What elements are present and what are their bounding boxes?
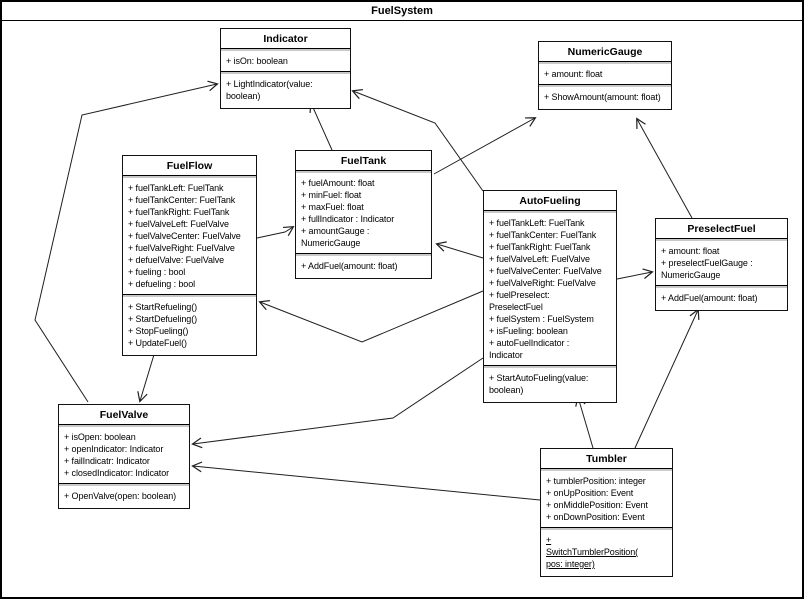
attribute: + fuelValveRight: FuelValve	[128, 243, 235, 253]
class-fuelflow-methods	[123, 295, 256, 355]
class-autofueling-methods	[484, 366, 616, 402]
attribute: + fuelTankLeft: FuelTank	[489, 218, 585, 228]
attribute: + maxFuel: float	[301, 202, 364, 212]
arrow-fueltank-to-indicator[interactable]	[311, 103, 332, 150]
class-tumbler[interactable]	[540, 448, 673, 577]
class-indicator-name: Indicator	[221, 29, 350, 49]
attribute: + fuelValveCenter: FuelValve	[128, 231, 241, 241]
arrow-autofueling-to-fuelflow[interactable]	[260, 291, 483, 342]
class-tumbler-methods	[541, 528, 672, 576]
class-tumbler-attributes	[541, 469, 672, 528]
class-fuelflow-attributes	[123, 176, 256, 295]
arrow-autofueling-to-preselectfuel[interactable]	[617, 272, 652, 279]
attribute: + preselectFuelGauge : NumericGauge	[661, 258, 753, 280]
class-autofueling-name: AutoFueling	[484, 191, 616, 211]
class-fuelvalve-name: FuelValve	[59, 405, 189, 425]
attribute: + amount: float	[661, 246, 720, 256]
attribute: + fullIndicator : Indicator	[301, 214, 395, 224]
class-fuelvalve-methods	[59, 484, 189, 508]
class-preselectfuel-attributes	[656, 239, 787, 286]
attribute: + fuelTankLeft: FuelTank	[128, 183, 224, 193]
attribute: + fuelValveLeft: FuelValve	[489, 254, 590, 264]
arrow-tumbler-to-fuelvalve[interactable]	[193, 466, 540, 500]
class-fueltank-name: FuelTank	[296, 151, 431, 171]
class-preselectfuel-methods	[656, 286, 787, 310]
class-preselectfuel[interactable]	[655, 218, 788, 311]
class-fueltank-attributes	[296, 171, 431, 254]
arrow-tumbler-to-autofueling[interactable]	[578, 397, 593, 448]
arrow-fuelflow-to-fueltank[interactable]	[257, 227, 293, 238]
method: + AddFuel(amount: float)	[301, 261, 398, 271]
attribute: + fuelValveRight: FuelValve	[489, 278, 596, 288]
class-indicator[interactable]	[220, 28, 351, 109]
class-fueltank[interactable]	[295, 150, 432, 279]
class-fuelflow-name: FuelFlow	[123, 156, 256, 176]
method: + StopFueling()	[128, 326, 189, 336]
method: + LightIndicator(value: boolean)	[226, 79, 313, 101]
class-autofueling[interactable]	[483, 190, 617, 403]
attribute: + onUpPosition: Event	[546, 488, 634, 498]
attribute: + fuelTankRight: FuelTank	[489, 242, 591, 252]
attribute: + fuelTankRight: FuelTank	[128, 207, 230, 217]
attribute: + minFuel: float	[301, 190, 362, 200]
class-numericgauge-methods	[539, 85, 671, 109]
attribute: + tumblerPosition: integer	[546, 476, 646, 486]
static-method: + SwitchTumblerPosition(pos: integer)	[546, 535, 638, 569]
attribute: + fuelPreselect: PreselectFuel	[489, 290, 550, 312]
attribute: + fuelValveLeft: FuelValve	[128, 219, 229, 229]
arrow-preselectfuel-to-numericgauge[interactable]	[637, 119, 692, 218]
method: + StartRefueling()	[128, 302, 197, 312]
arrow-fueltank-to-numericgauge[interactable]	[434, 118, 535, 174]
attribute: + fueling : bool	[128, 267, 186, 277]
method: + UpdateFuel()	[128, 338, 187, 348]
method: + ShowAmount(amount: float)	[544, 92, 661, 102]
class-indicator-attributes	[221, 49, 350, 72]
class-fueltank-methods	[296, 254, 431, 278]
arrow-tumbler-to-preselectfuel[interactable]	[635, 310, 698, 448]
attribute: + openIndicator: Indicator	[64, 444, 164, 454]
attribute: + failIndicatr: Indicator	[64, 456, 150, 466]
attribute: + amountGauge : NumericGauge	[301, 226, 370, 248]
attribute: + fuelAmount: float	[301, 178, 375, 188]
class-tumbler-name: Tumbler	[541, 449, 672, 469]
class-autofueling-attributes	[484, 211, 616, 366]
attribute: + isFueling: boolean	[489, 326, 568, 336]
attribute: + isOn: boolean	[226, 56, 288, 66]
method: + OpenValve(open: boolean)	[64, 491, 177, 501]
method: + StartAutoFueling(value: boolean)	[489, 373, 589, 395]
attribute: + closedIndicator: Indicator	[64, 468, 170, 478]
attribute: + defueling : bool	[128, 279, 196, 289]
arrow-autofueling-to-fuelvalve[interactable]	[193, 358, 483, 444]
attribute: + defuelValve: FuelValve	[128, 255, 225, 265]
attribute: + fuelValveCenter: FuelValve	[489, 266, 602, 276]
attribute: + onMiddlePosition: Event	[546, 500, 648, 510]
class-fuelflow[interactable]	[122, 155, 257, 356]
class-fuelvalve-attributes	[59, 425, 189, 484]
class-preselectfuel-name: PreselectFuel	[656, 219, 787, 239]
method: + AddFuel(amount: float)	[661, 293, 758, 303]
attribute: + fuelTankCenter: FuelTank	[128, 195, 236, 205]
class-numericgauge-attributes	[539, 62, 671, 85]
attribute: + isOpen: boolean	[64, 432, 136, 442]
class-indicator-methods	[221, 72, 350, 108]
attribute: + amount: float	[544, 69, 603, 79]
class-numericgauge[interactable]	[538, 41, 672, 110]
attribute: + fuelTankCenter: FuelTank	[489, 230, 597, 240]
class-fuelvalve[interactable]	[58, 404, 190, 509]
class-numericgauge-name: NumericGauge	[539, 42, 671, 62]
attribute: + onDownPosition: Event	[546, 512, 645, 522]
attribute: + fuelSystem : FuelSystem	[489, 314, 594, 324]
method: + StartDefueling()	[128, 314, 197, 324]
diagram-frame-title: FuelSystem	[2, 2, 802, 21]
arrow-autofueling-to-fueltank[interactable]	[437, 244, 483, 258]
attribute: + autoFuelIndicator : Indicator	[489, 338, 570, 360]
